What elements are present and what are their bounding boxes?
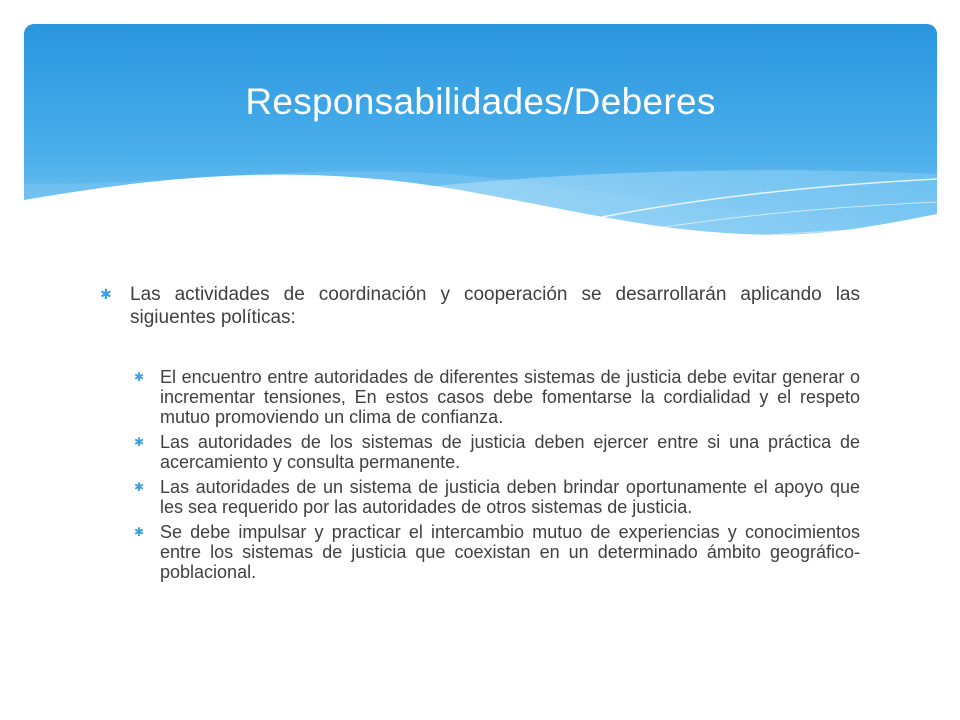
sub-bullet (134, 367, 860, 427)
sub-bullet (134, 432, 860, 472)
sub-bullet (134, 522, 860, 582)
asterisk-bullet-icon: ✱ (100, 286, 112, 302)
main-bullet (102, 283, 860, 329)
wave-background (24, 24, 937, 260)
main-bullet-text: Las actividades de coordinación y cooperación se desarrollarán aplicando las sigiuentes políticas: (130, 284, 860, 328)
asterisk-bullet-icon: ✱ (134, 525, 145, 539)
asterisk-bullet-icon: ✱ (134, 370, 145, 384)
sub-bullet-text: El encuentro entre autoridades de diferentes sistemas de justicia debe evitar generar o incrementar tensiones, En estos casos debe fomentarse la cordialidad y el respeto mutuo promoviendo un clima de confianza. (160, 367, 860, 427)
content-area (102, 283, 860, 587)
sub-bullet-list (102, 367, 860, 582)
slide-title: Responsabilidades/Deberes (245, 81, 716, 122)
header-banner (24, 24, 937, 260)
sub-bullet-text: Las autoridades de un sistema de justicia deben brindar oportunamente el apoyo que les sea requerido por las autoridades de otros sistemas de justicia. (160, 477, 860, 517)
sub-bullet-text: Se debe impulsar y practicar el intercambio mutuo de experiencias y conocimientos entre los sistemas de justicia que coexistan en un determinado ámbito geográfico-poblacional. (160, 522, 860, 582)
asterisk-bullet-icon: ✱ (134, 435, 145, 449)
asterisk-bullet-icon: ✱ (134, 480, 145, 494)
sub-bullet-text: Las autoridades de los sistemas de justicia deben ejercer entre si una práctica de acercamiento y consulta permanente. (160, 432, 860, 472)
sub-bullet (134, 477, 860, 517)
